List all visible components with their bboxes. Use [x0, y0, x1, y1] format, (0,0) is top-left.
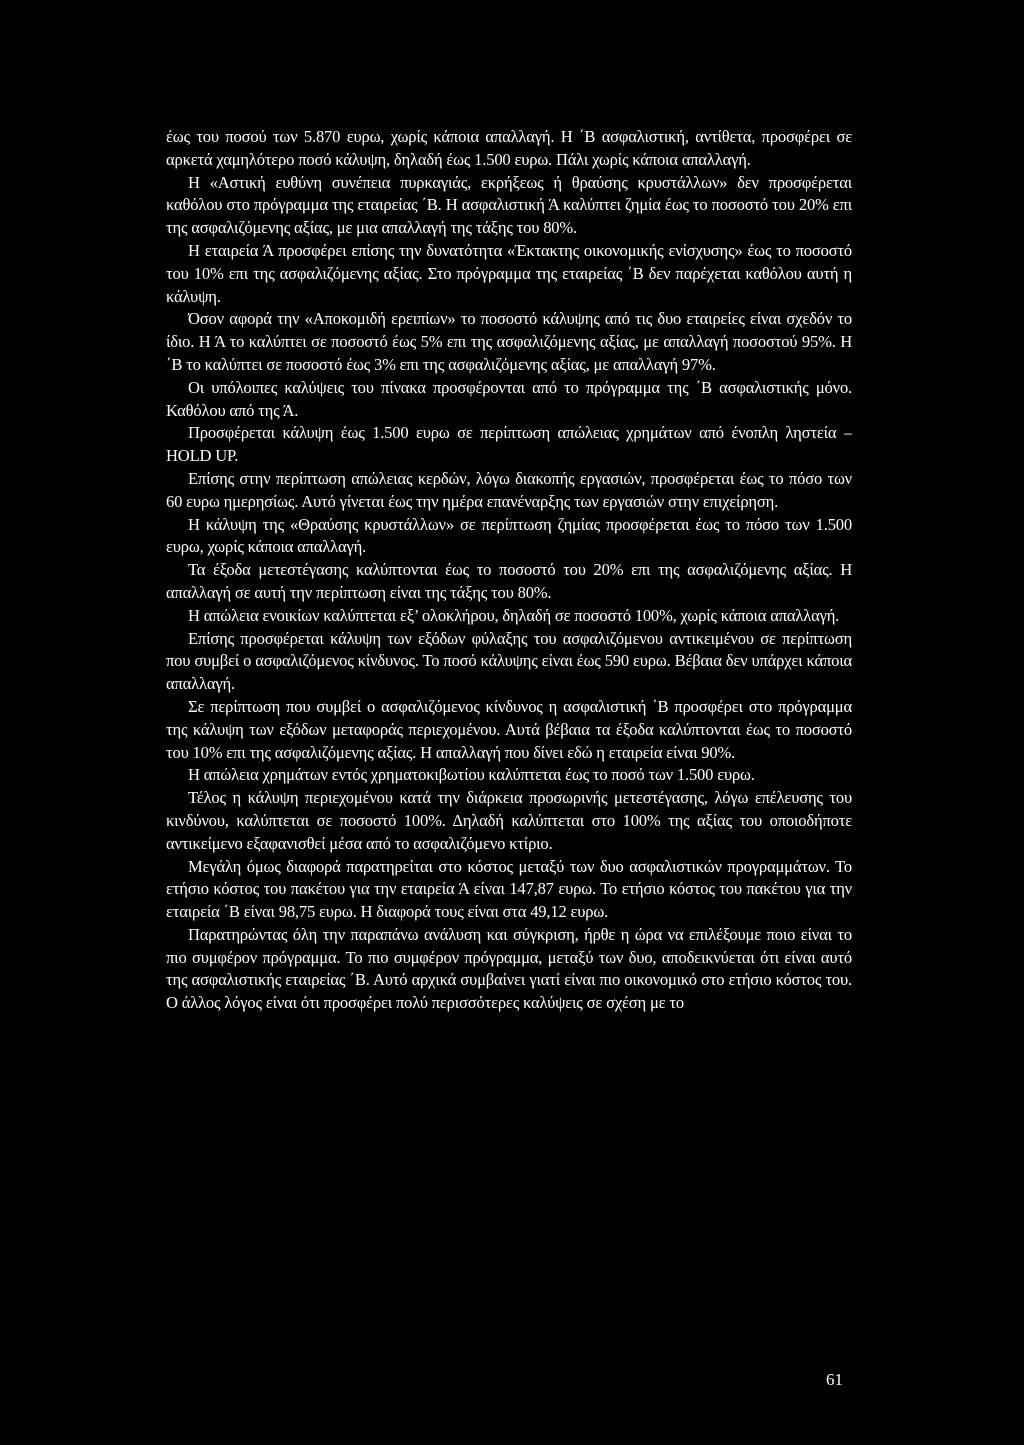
paragraph: Οι υπόλοιπες καλύψεις του πίνακα προσφέρονται από το πρόγραμμα της ΄Β ασφαλιστικής μόνο. Καθόλου από της Ά. — [166, 377, 852, 420]
paragraph: Τέλος η κάλυψη περιεχομένου κατά την διάρκεια προσωρινής μετεστέγασης, λόγω επέλευσης του κινδύνου, καλύπτεται σε ποσοστό 100%. Δηλαδή καλύπτεται στο 100% της αξίας του οποιοδήποτε αντικείμενο εξαφανισθεί μέσα από το ασφαλιζόμενο κτίριο. — [166, 788, 852, 853]
body-text — [166, 126, 852, 1015]
paragraph: Η εταιρεία Ά προσφέρει επίσης την δυνατότητα «Έκτακτης οικονομικής ενίσχυσης» έως το ποσοστό του 10% επι της ασφαλιζόμενης αξίας. Στο πρόγραμμα της εταιρείας ΄Β δεν παρέχεται καθόλου αυτή η κάλυψη. — [166, 240, 852, 306]
paragraph: Μεγάλη όμως διαφορά παρατηρείται στο κόστος μεταξύ των δυο ασφαλιστικών προγραμμάτων. Το ετήσιο κόστος του πακέτου για την εταιρεία Ά είναι 147,87 ευρω. Το ετήσιο κόστος του πακέτου για την εταιρεία ΄Β είναι 98,75 ευρω. Η διαφορά τους είναι στα 49,12 ευρω. — [166, 856, 852, 922]
paragraph: Επίσης στην περίπτωση απώλειας κερδών, λόγω διακοπής εργασιών, προσφέρεται έως το πόσο των 60 ευρω ημερησίως. Αυτό γίνεται έως την ημέρα επανέναρξης των εργασιών στην επιχείρηση. — [166, 468, 852, 511]
paragraph: Παρατηρώντας όλη την παραπάνω ανάλυση και σύγκριση, ήρθε η ώρα να επιλέξουμε ποιο είναι το πιο συμφέρον πρόγραμμα. Το πιο συμφέρον πρόγραμμα, μεταξύ των δυο, αποδεικνύεται ότι είναι αυτό της ασφαλιστικής εταιρείας ΄Β. Αυτό αρχικά συμβαίνει γιατί είναι πιο οικονομικό στο ετήσιο κόστος του. Ο άλλος λόγος είναι ότι προσφέρει πολύ περισσότερες καλύψεις σε σχέση με το — [166, 924, 852, 1013]
paragraph: Σε περίπτωση που συμβεί ο ασφαλιζόμενος κίνδυνος η ασφαλιστική ΄Β προσφέρει στο πρόγραμμα της κάλυψη των εξόδων μεταφοράς περιεχομένου. Αυτά βέβαια τα έξοδα καλύπτονται έως το ποσοστό του 10% επι της ασφαλιζόμενης αξίας. Η απαλλαγή που δίνει εδώ η εταιρεία είναι 90%. — [166, 696, 852, 762]
paragraph: Η απώλεια ενοικίων καλύπτεται εξ’ ολοκλήρου, δηλαδή σε ποσοστό 100%, χωρίς κάποια απαλλαγή. — [188, 605, 840, 625]
paragraph: Τα έξοδα μετεστέγασης καλύπτονται έως το ποσοστό του 20% επι της ασφαλιζόμενης αξίας. Η απαλλαγή σε αυτή την περίπτωση είναι της τάξης του 80%. — [166, 560, 852, 602]
paragraph: Η απώλεια χρημάτων εντός χρηματοκιβωτίου καλύπτεται έως το ποσό των 1.500 ευρω. — [188, 765, 755, 785]
paragraph: Προσφέρεται κάλυψη έως 1.500 ευρω σε περίπτωση απώλειας χρημάτων από ένοπλη ληστεία – HOLD UP. — [166, 423, 852, 466]
paragraph: έως του ποσού των 5.870 ευρω, χωρίς κάποια απαλλαγή. Η ΄Β ασφαλιστική, αντίθετα, προσφέρει σε αρκετά χαμηλότερο ποσό κάλυψη, δηλαδή έως 1.500 ευρω. Πάλι χωρίς κάποια απαλλαγή. — [166, 127, 852, 169]
paragraph: Όσον αφορά την «Αποκομιδή ερειπίων» το ποσοστό κάλυψης από τις δυο εταιρείες είναι σχεδόν το ίδιο. Η Ά το καλύπτει σε ποσοστό έως 5% επι της ασφαλιζόμενης αξίας, με απαλλαγή ποσοστού 95%. Η ΄Β το καλύπτει σε ποσοστό έως 3% επι της ασφαλιζόμενης αξίας, με απαλλαγή 97%. — [166, 309, 852, 374]
page-number: 61 — [826, 1370, 843, 1389]
paragraph: Η «Αστική ευθύνη συνέπεια πυρκαγιάς, εκρήξεως ή θραύσης κρυστάλλων» δεν προσφέρεται καθόλου στο πρόγραμμα της εταιρείας ΄Β. Η ασφαλιστική Ά καλύπτει ζημία έως το ποσοστό του 20% επι της ασφαλιζόμενης αξίας, με μια απαλλαγή της τάξης του 80%. — [166, 172, 852, 238]
paragraph: Επίσης προσφέρεται κάλυψη των εξόδων φύλαξης του ασφαλιζόμενου αντικειμένου σε περίπτωση που συμβεί ο ασφαλιζόμενος κίνδυνος. Το ποσό κάλυψης είναι έως 590 ευρω. Βέβαια δεν υπάρχει κάποια απαλλαγή. — [166, 628, 852, 694]
paragraph: Η κάλυψη της «Θραύσης κρυστάλλων» σε περίπτωση ζημίας προσφέρεται έως το πόσο των 1.500 ευρω, χωρίς κάποια απαλλαγή. — [166, 514, 852, 557]
